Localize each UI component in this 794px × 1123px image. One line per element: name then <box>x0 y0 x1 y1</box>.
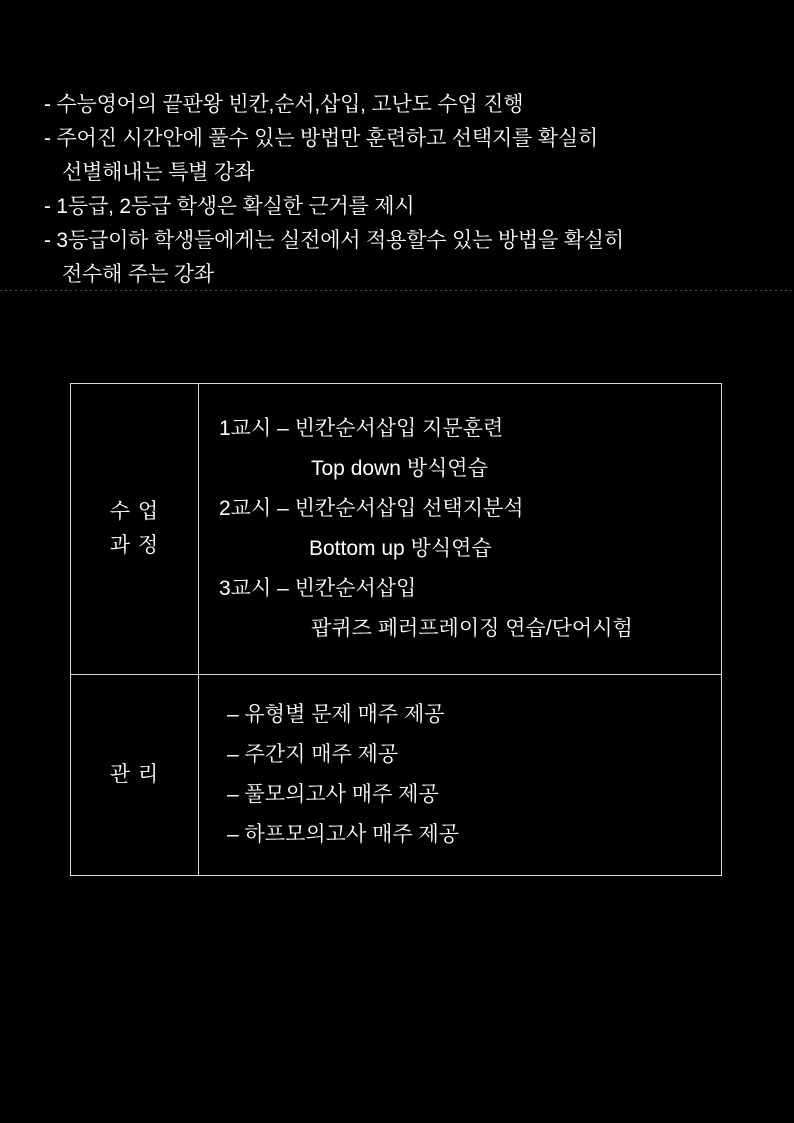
row-body-curriculum <box>199 384 722 675</box>
management-line-4: – 하프모의고사 매주 제공 <box>227 823 460 846</box>
curriculum-line-5: 3교시 – 빈칸순서삽입 <box>219 577 417 600</box>
management-line-2: – 주간지 매주 제공 <box>227 743 399 766</box>
curriculum-line-2: Top down 방식연습 <box>311 457 488 480</box>
curriculum-line-4: Bottom up 방식연습 <box>309 537 492 560</box>
intro-line-5: - 3등급이하 학생들에게는 실전에서 적용할수 있는 방법을 확실히 <box>44 229 624 252</box>
row-body-management <box>199 675 722 876</box>
intro-line-6: 전수해 주는 강좌 <box>62 263 214 286</box>
table-row-curriculum <box>71 384 722 675</box>
row-label-curriculum-line2: 과 정 <box>109 534 160 557</box>
curriculum-line-3: 2교시 – 빈칸순서삽입 선택지분석 <box>219 497 524 520</box>
curriculum-line-1: 1교시 – 빈칸순서삽입 지문훈련 <box>219 417 504 440</box>
intro-line-3: 선별해내는 특별 강좌 <box>62 161 255 184</box>
management-line-1: – 유형별 문제 매주 제공 <box>227 703 445 726</box>
intro-bullet-list <box>44 88 754 292</box>
row-label-management: 관 리 <box>71 675 199 876</box>
intro-line-1: - 수능영어의 끝판왕 빈칸,순서,삽입, 고난도 수업 진행 <box>44 93 524 116</box>
intro-line-2: - 주어진 시간안에 풀수 있는 방법만 훈련하고 선택지를 확실히 <box>44 127 599 150</box>
management-line-3: – 풀모의고사 매주 제공 <box>227 783 439 806</box>
table-row-management <box>71 675 722 876</box>
intro-line-4: - 1등급, 2등급 학생은 확실한 근거를 제시 <box>44 195 415 218</box>
course-table <box>70 383 722 876</box>
row-label-curriculum <box>71 384 199 675</box>
curriculum-line-6: 팝퀴즈 페러프레이징 연습/단어시험 <box>311 617 633 640</box>
row-label-curriculum-line1: 수 업 <box>109 500 160 523</box>
